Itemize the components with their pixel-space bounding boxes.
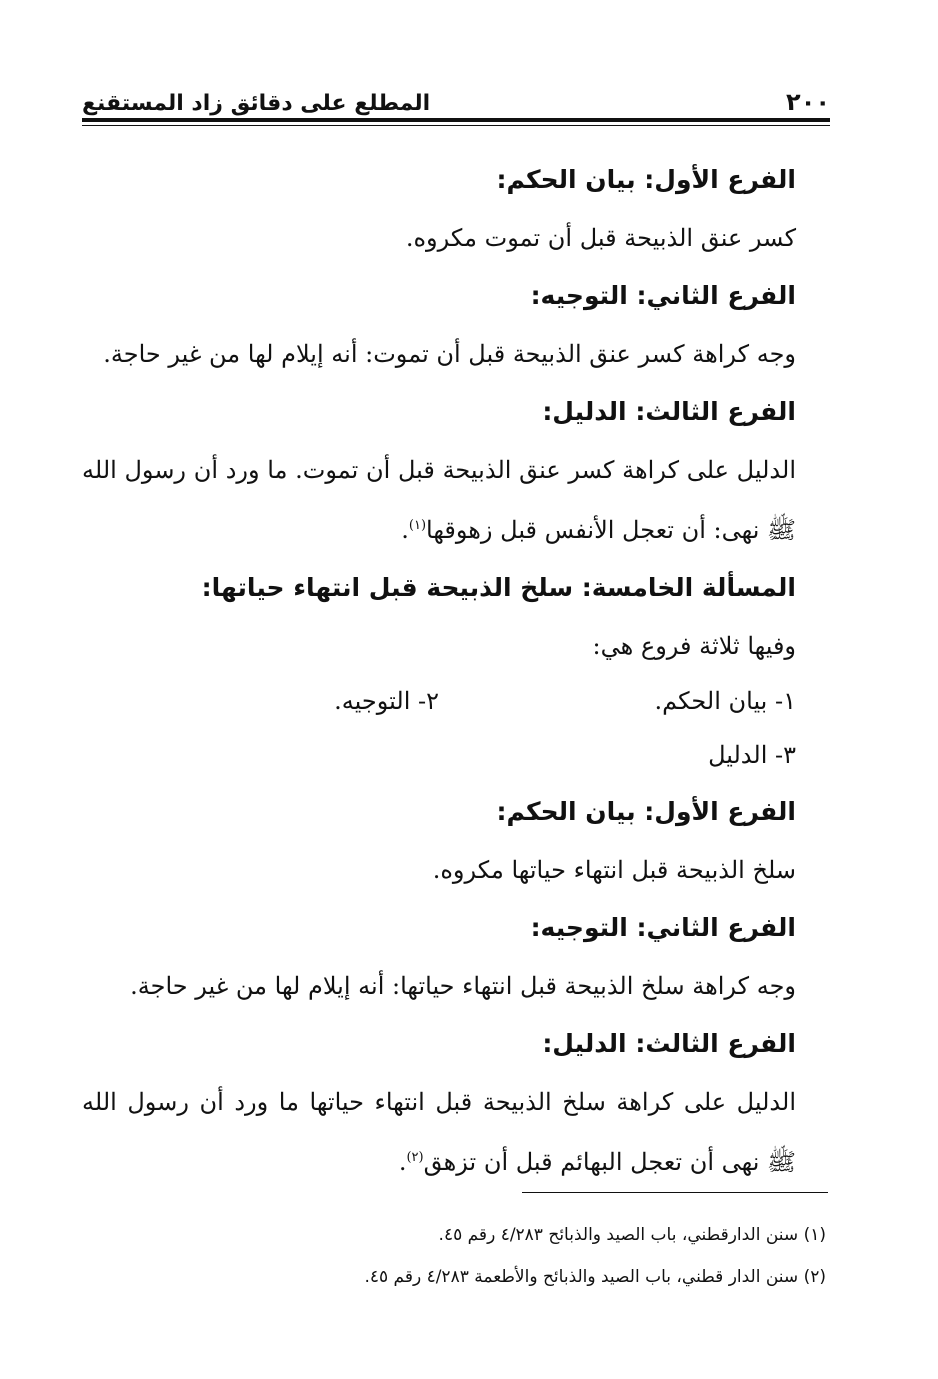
paragraph: سلخ الذبيحة قبل انتهاء حياتها مكروه. — [432, 856, 796, 884]
section-heading: الفرع الثالث: الدليل: — [542, 1029, 796, 1058]
header-rule-thin — [82, 125, 830, 126]
list-row — [82, 674, 796, 728]
paragraph-end: . — [401, 516, 409, 544]
header-rule-thick — [82, 118, 830, 122]
list-item: ٢- التوجيه. — [334, 687, 439, 715]
footnote-ref[interactable]: (١) — [408, 518, 427, 533]
footnote-separator — [522, 1192, 828, 1193]
paragraph-text: الدليل على كراهة كسر عنق الذبيحة قبل أن تموت. ما ورد أن رسول الله ﷺ نهى: أن تعجل الأنفس قبل زهوقها — [82, 456, 796, 544]
footnote-ref[interactable]: (٢) — [406, 1150, 424, 1165]
issue-heading: المسألة الخامسة: سلخ الذبيحة قبل انتهاء حياتها: — [201, 573, 796, 602]
running-header — [82, 76, 830, 116]
section-heading: الفرع الثاني: التوجيه: — [530, 913, 796, 942]
footnote-item: (٢) سنن الدار قطني، باب الصيد والذبائح والأطعمة ٤/٢٨٣ رقم ٤٥. — [364, 1267, 826, 1287]
paragraph-end: . — [398, 1148, 407, 1176]
paragraph-text: الدليل على كراهة سلخ الذبيحة قبل انتهاء حياتها ما ورد أن رسول الله ﷺ نهى أن تعجل البهائم قبل أن تزهق — [82, 1088, 796, 1176]
paragraph: وفيها ثلاثة فروع هي: — [592, 632, 796, 660]
footnotes — [120, 1214, 826, 1298]
paragraph — [82, 1074, 796, 1190]
paragraph: وجه كراهة كسر عنق الذبيحة قبل أن تموت: أنه إيلام لها من غير حاجة. — [103, 340, 796, 368]
list-item: ١- بيان الحكم. — [654, 687, 796, 715]
page-number: ٢٠٠ — [786, 88, 830, 116]
footnote-item: (١) سنن الدارقطني، باب الصيد والذبائح ٤/٢٨٣ رقم ٤٥. — [438, 1225, 826, 1245]
list-item: ٣- الدليل — [708, 741, 796, 769]
page-body — [82, 150, 796, 1190]
section-heading: الفرع الثالث: الدليل: — [542, 397, 796, 426]
paragraph — [82, 442, 796, 558]
section-heading: الفرع الأول: بيان الحكم: — [496, 797, 796, 826]
paragraph: وجه كراهة سلخ الذبيحة قبل انتهاء حياتها: أنه إيلام لها من غير حاجة. — [130, 972, 796, 1000]
section-heading: الفرع الأول: بيان الحكم: — [496, 165, 796, 194]
book-title: المطلع على دقائق زاد المستقنع — [82, 91, 431, 116]
paragraph: كسر عنق الذبيحة قبل أن تموت مكروه. — [405, 224, 796, 252]
list-row — [82, 728, 796, 782]
section-heading: الفرع الثاني: التوجيه: — [530, 281, 796, 310]
